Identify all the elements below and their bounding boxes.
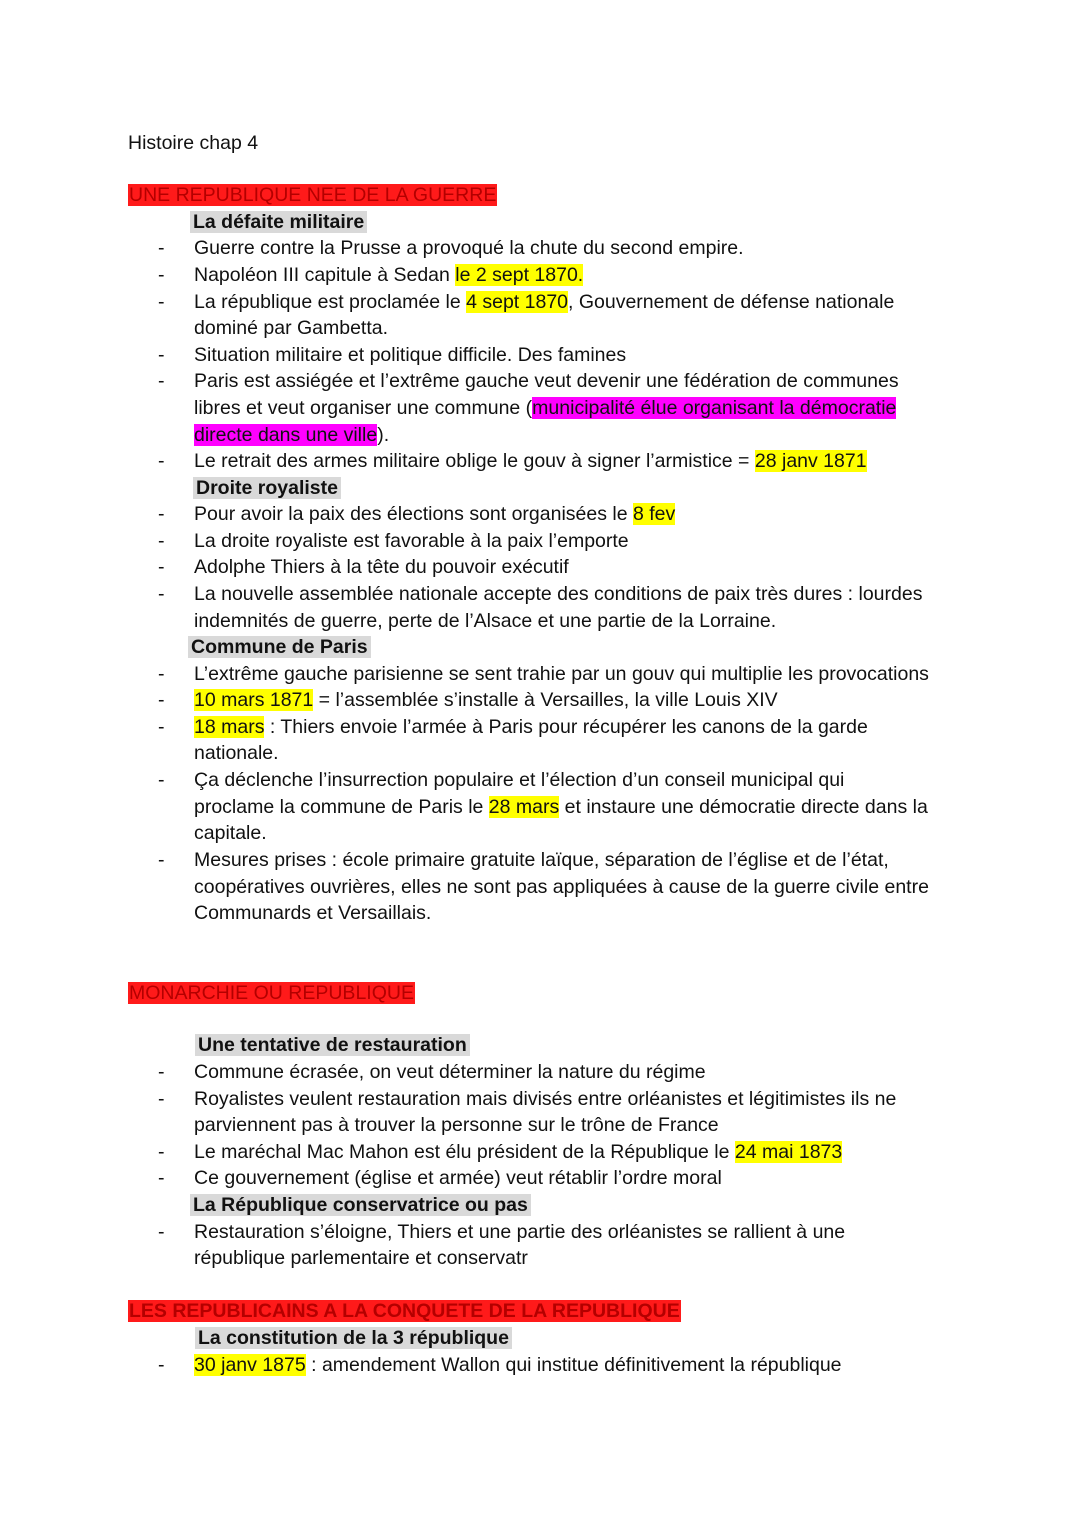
list-item-continued: libres et veut organiser une commune (municipalité élue organisant la démocratie bbox=[194, 397, 897, 419]
list-item-continued: Communards et Versaillais. bbox=[194, 902, 432, 924]
subheading: La République conservatrice ou pas bbox=[190, 1192, 531, 1218]
bullet-dash: - bbox=[158, 1141, 165, 1163]
date-highlight: 10 mars 1871 bbox=[194, 689, 314, 711]
bullet-dash: - bbox=[158, 1061, 165, 1083]
list-item: 10 mars 1871 = l’assemblée s’installe à Versailles, la ville Louis XIV bbox=[194, 689, 778, 711]
list-item: L’extrême gauche parisienne se sent trahie par un gouv qui multiplie les provocations bbox=[194, 663, 929, 685]
date-highlight: 8 fev bbox=[633, 503, 676, 525]
list-item: Restauration s’éloigne, Thiers et une partie des orléanistes se rallient à une bbox=[194, 1221, 846, 1243]
list-item: 30 janv 1875 : amendement Wallon qui institue définitivement la république bbox=[194, 1354, 842, 1376]
bullet-dash: - bbox=[158, 530, 165, 552]
list-item: La république est proclamée le 4 sept 1870, Gouvernement de défense nationale bbox=[194, 291, 895, 313]
list-item: Ce gouvernement (église et armée) veut rétablir l’ordre moral bbox=[194, 1167, 722, 1189]
subheading: La défaite militaire bbox=[190, 209, 367, 235]
list-item: Le maréchal Mac Mahon est élu président de la République le 24 mai 1873 bbox=[194, 1141, 843, 1163]
bullet-dash: - bbox=[158, 663, 165, 685]
list-item: 18 mars : Thiers envoie l’armée à Paris pour récupérer les canons de la garde bbox=[194, 716, 868, 738]
list-item-continued: parviennent pas à trouver la personne sur le trône de France bbox=[194, 1114, 719, 1136]
bullet-dash: - bbox=[158, 1088, 165, 1110]
bullet-dash: - bbox=[158, 1167, 165, 1189]
list-item: La nouvelle assemblée nationale accepte des conditions de paix très dures : lourdes bbox=[194, 583, 923, 605]
list-item: Pour avoir la paix des élections sont organisées le 8 fev bbox=[194, 503, 676, 525]
list-item-continued: indemnités de guerre, perte de l’Alsace et une partie de la Lorraine. bbox=[194, 610, 777, 632]
bullet-dash: - bbox=[158, 849, 165, 871]
list-item-continued: république parlementaire et conservatr bbox=[194, 1247, 528, 1269]
date-highlight: 18 mars bbox=[194, 716, 265, 738]
bullet-dash: - bbox=[158, 291, 165, 313]
subheading: Une tentative de restauration bbox=[195, 1032, 470, 1058]
date-highlight: 4 sept 1870 bbox=[466, 291, 569, 313]
list-item-continued: directe dans une ville). bbox=[194, 424, 390, 446]
subheading: Droite royaliste bbox=[193, 475, 341, 501]
bullet-dash: - bbox=[158, 503, 165, 525]
list-item: Adolphe Thiers à la tête du pouvoir exécutif bbox=[194, 556, 569, 578]
bullet-dash: - bbox=[158, 450, 165, 472]
list-item: Napoléon III capitule à Sedan le 2 sept 1870. bbox=[194, 264, 584, 286]
bullet-dash: - bbox=[158, 769, 165, 791]
bullet-dash: - bbox=[158, 370, 165, 392]
bullet-dash: - bbox=[158, 583, 165, 605]
subheading: La constitution de la 3 république bbox=[195, 1325, 512, 1351]
section-heading: UNE REPUBLIQUE NEE DE LA GUERRE bbox=[129, 184, 497, 206]
page-title: Histoire chap 4 bbox=[128, 132, 259, 154]
list-item: Paris est assiégée et l’extrême gauche veut devenir une fédération de communes bbox=[194, 370, 899, 392]
bullet-dash: - bbox=[158, 1354, 165, 1376]
list-item: Mesures prises : école primaire gratuite laïque, séparation de l’église et de l’état, bbox=[194, 849, 889, 871]
date-highlight: 24 mai 1873 bbox=[734, 1141, 843, 1163]
list-item: Royalistes veulent restauration mais divisés entre orléanistes et légitimistes ils ne bbox=[194, 1088, 897, 1110]
section-heading: MONARCHIE OU REPUBLIQUE bbox=[129, 982, 414, 1004]
bullet-dash: - bbox=[158, 556, 165, 578]
date-highlight: 30 janv 1875 bbox=[194, 1354, 306, 1376]
list-item-continued: capitale. bbox=[194, 822, 267, 844]
definition-highlight: municipalité élue organisant la démocratie bbox=[532, 397, 897, 419]
bullet-dash: - bbox=[158, 264, 165, 286]
list-item-continued: nationale. bbox=[194, 742, 279, 764]
list-item: Commune écrasée, on veut déterminer la nature du régime bbox=[194, 1061, 706, 1083]
section-heading: LES REPUBLICAINS A LA CONQUETE DE LA REPUBLIQUE bbox=[129, 1300, 680, 1322]
bullet-dash: - bbox=[158, 1221, 165, 1243]
date-highlight: le 2 sept 1870. bbox=[455, 264, 584, 286]
bullet-dash: - bbox=[158, 344, 165, 366]
list-item: La droite royaliste est favorable à la paix l’emporte bbox=[194, 530, 629, 552]
bullet-dash: - bbox=[158, 689, 165, 711]
list-item: Guerre contre la Prusse a provoqué la chute du second empire. bbox=[194, 237, 744, 259]
list-item-continued: dominé par Gambetta. bbox=[194, 317, 389, 339]
definition-highlight: directe dans une ville bbox=[194, 424, 378, 446]
subheading: Commune de Paris bbox=[188, 634, 371, 660]
date-highlight: 28 mars bbox=[488, 796, 560, 818]
list-item: Ça déclenche l’insurrection populaire et l’élection d’un conseil municipal qui bbox=[194, 769, 845, 791]
list-item-continued: proclame la commune de Paris le 28 mars et instaure une démocratie directe dans la bbox=[194, 796, 928, 818]
list-item: Le retrait des armes militaire oblige le gouv à signer l’armistice = 28 janv 1871 bbox=[194, 450, 867, 472]
list-item-continued: coopératives ouvrières, elles ne sont pas appliquées à cause de la guerre civile entre bbox=[194, 876, 929, 898]
bullet-dash: - bbox=[158, 237, 165, 259]
list-item: Situation militaire et politique difficile. Des famines bbox=[194, 344, 627, 366]
date-highlight: 28 janv 1871 bbox=[754, 450, 867, 472]
bullet-dash: - bbox=[158, 716, 165, 738]
